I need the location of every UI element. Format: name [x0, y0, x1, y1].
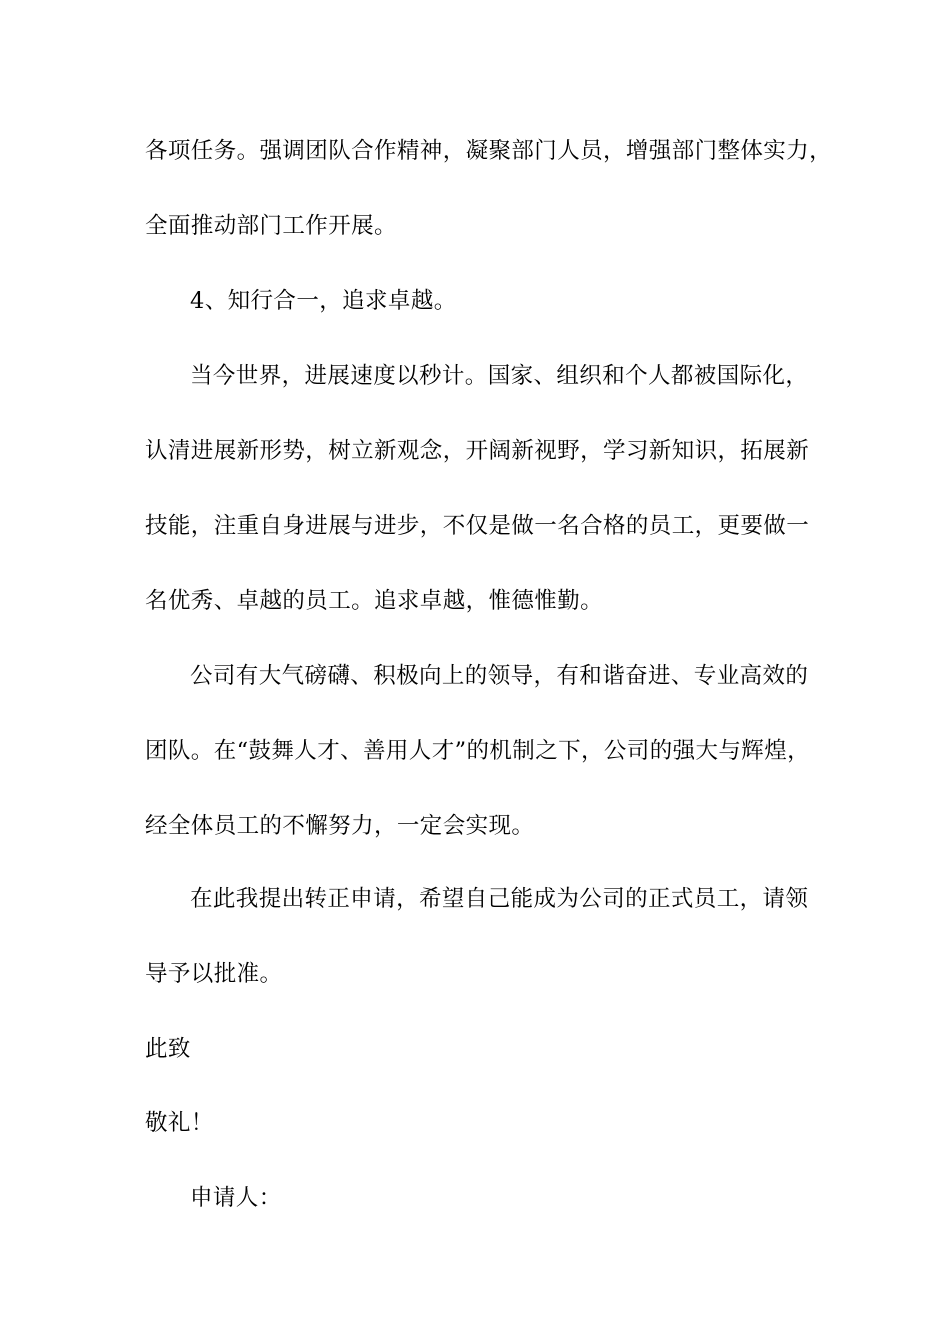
paragraph-line: 技能，注重自身进展与进步，不仅是做一名合格的员工，更要做一: [145, 513, 810, 539]
paragraph-line: 团队。在“鼓舞人才、善用人才”的机制之下，公司的强大与辉煌，: [145, 738, 811, 764]
section-heading: 4、知行合一，追求卓越。: [190, 288, 457, 314]
paragraph-line: 认清进展新形势，树立新观念，开阔新视野，学习新知识，拓展新: [145, 438, 810, 464]
paragraph-line: 导予以批准。: [145, 961, 283, 987]
paragraph-line: 全面推动部门工作开展。: [145, 213, 397, 239]
paragraph-line: 各项任务。强调团队合作精神，凝聚部门人员，增强部门整体实力，: [145, 138, 833, 164]
salutation-line: 敬礼！: [145, 1110, 214, 1136]
paragraph-line: 公司有大气磅礴、积极向上的领导，有和谐奋进、专业高效的: [190, 663, 809, 689]
paragraph-line: 经全体员工的不懈努力，一定会实现。: [145, 813, 535, 839]
applicant-signature-label: 申请人：: [190, 1185, 282, 1211]
closing-line: 此致: [145, 1036, 191, 1062]
paragraph-line: 在此我提出转正申请，希望自己能成为公司的正式员工，请领: [190, 886, 809, 912]
paragraph-line: 名优秀、卓越的员工。追求卓越，惟德惟勤。: [145, 588, 604, 614]
paragraph-line: 当今世界，进展速度以秒计。国家、组织和个人都被国际化，: [190, 363, 809, 389]
